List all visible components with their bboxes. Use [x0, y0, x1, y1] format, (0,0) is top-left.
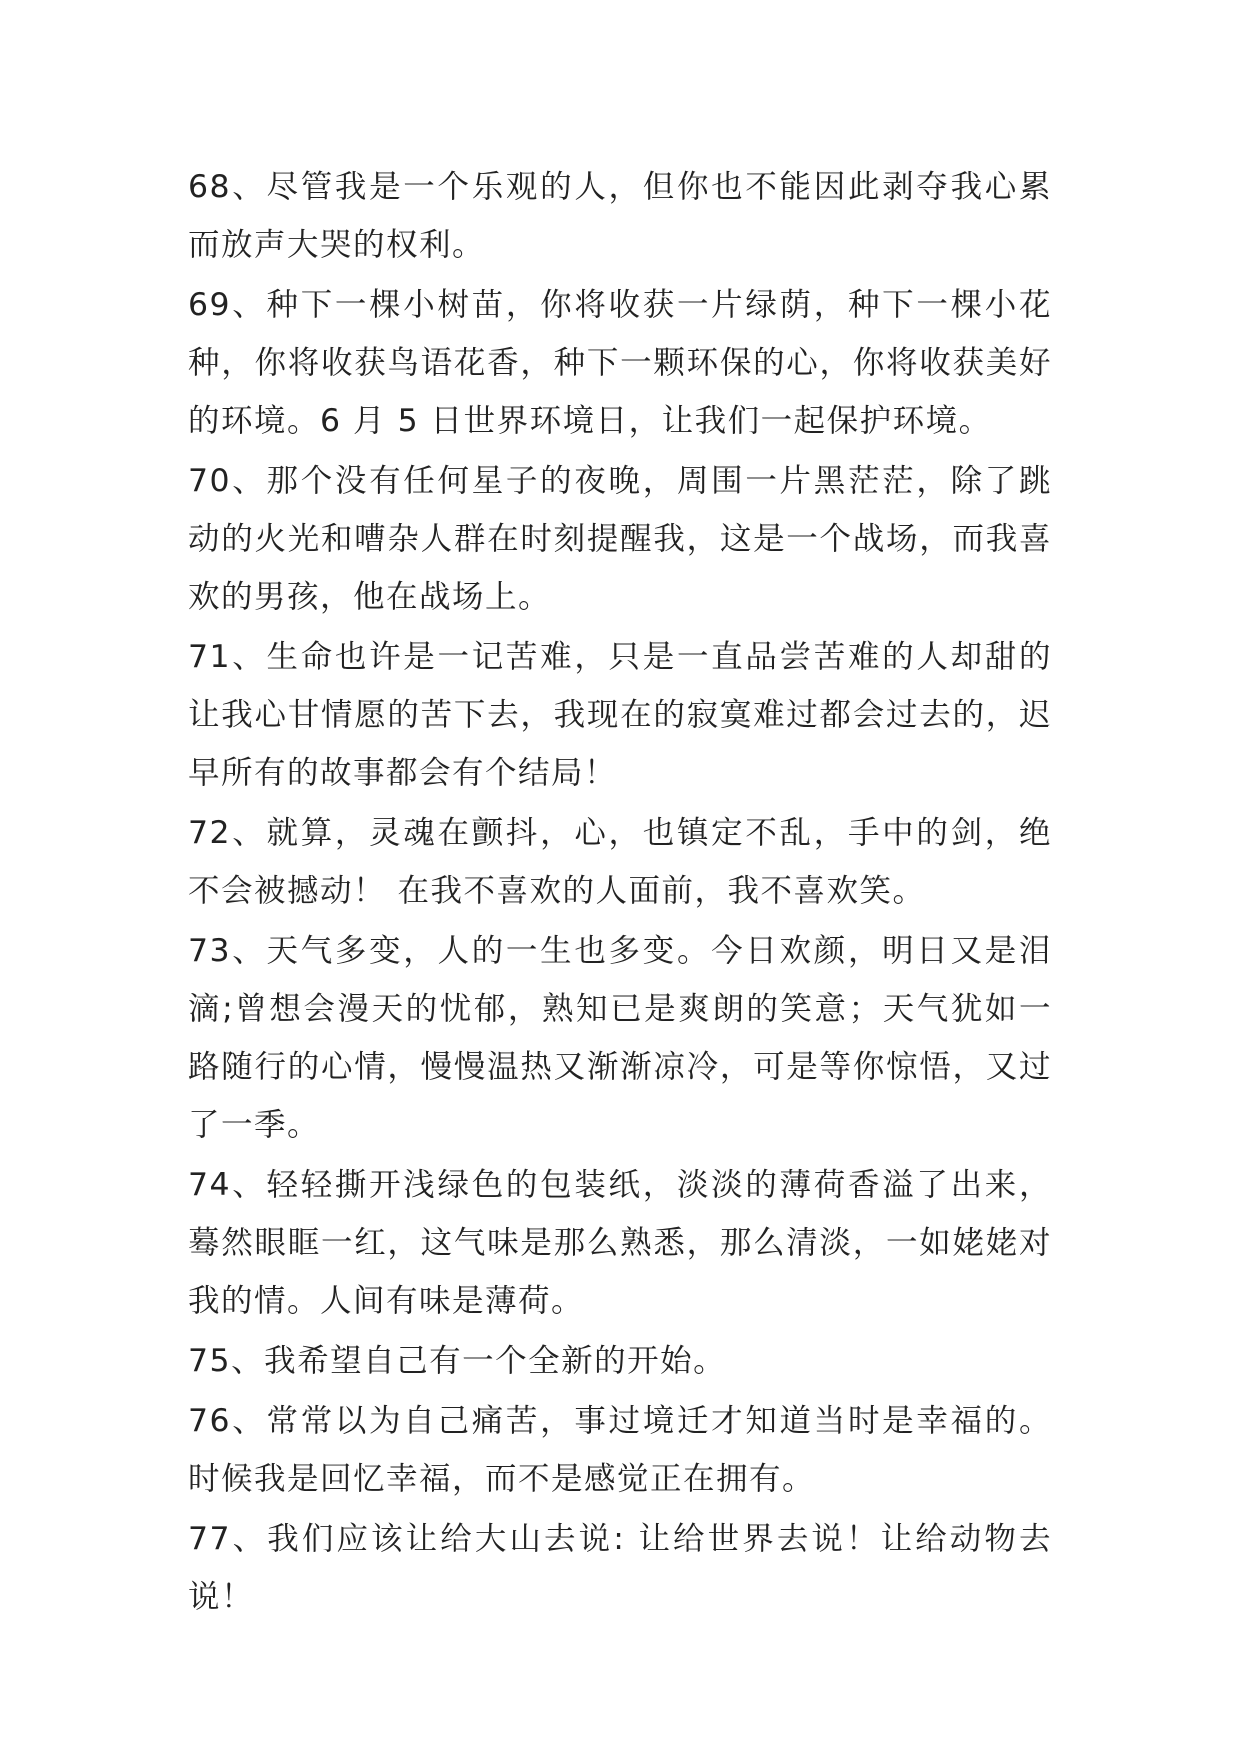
paragraph-76: 76、常常以为自己痛苦，事过境迁才知道当时是幸福的。时候我是回忆幸福，而不是感觉正在拥有。	[188, 1403, 1052, 1497]
paragraph-69: 69、种下一棵小树苗，你将收获一片绿荫，种下一棵小花种，你将收获鸟语花香，种下一颗环保的心，你将收获美好的环境。6 月 5 日世界环境日，让我们一起保护环境。	[188, 287, 1052, 439]
paragraph-68: 68、尽管我是一个乐观的人，但你也不能因此剥夺我心累而放声大哭的权利。	[188, 169, 1052, 263]
document-body	[188, 158, 1052, 1628]
paragraph-70: 70、那个没有任何星子的夜晚，周围一片黑茫茫，除了跳动的火光和嘈杂人群在时刻提醒我，这是一个战场，而我喜欢的男孩，他在战场上。	[188, 463, 1052, 615]
paragraph-75: 75、我希望自己有一个全新的开始。	[188, 1343, 727, 1379]
paragraph-74: 74、轻轻撕开浅绿色的包装纸，淡淡的薄荷香溢了出来，蓦然眼眶一红，这气味是那么熟悉，那么清淡，一如姥姥对我的情。人间有味是薄荷。	[188, 1167, 1052, 1319]
paragraph-73: 73、天气多变，人的一生也多变。今日欢颜，明日又是泪滴;曾想会漫天的忧郁，熟知已是爽朗的笑意；天气犹如一路随行的心情，慢慢温热又渐渐凉冷，可是等你惊悟，又过了一季。	[188, 933, 1052, 1143]
paragraph-71: 71、生命也许是一记苦难，只是一直品尝苦难的人却甜的让我心甘情愿的苦下去，我现在的寂寞难过都会过去的，迟早所有的故事都会有个结局！	[188, 639, 1052, 791]
paragraph-72: 72、就算，灵魂在颤抖，心，也镇定不乱，手中的剑，绝不会被撼动！ 在我不喜欢的人面前，我不喜欢笑。	[188, 815, 1052, 909]
paragraph-77: 77、我们应该让给大山去说: 让给世界去说！让给动物去说！	[188, 1521, 1052, 1615]
